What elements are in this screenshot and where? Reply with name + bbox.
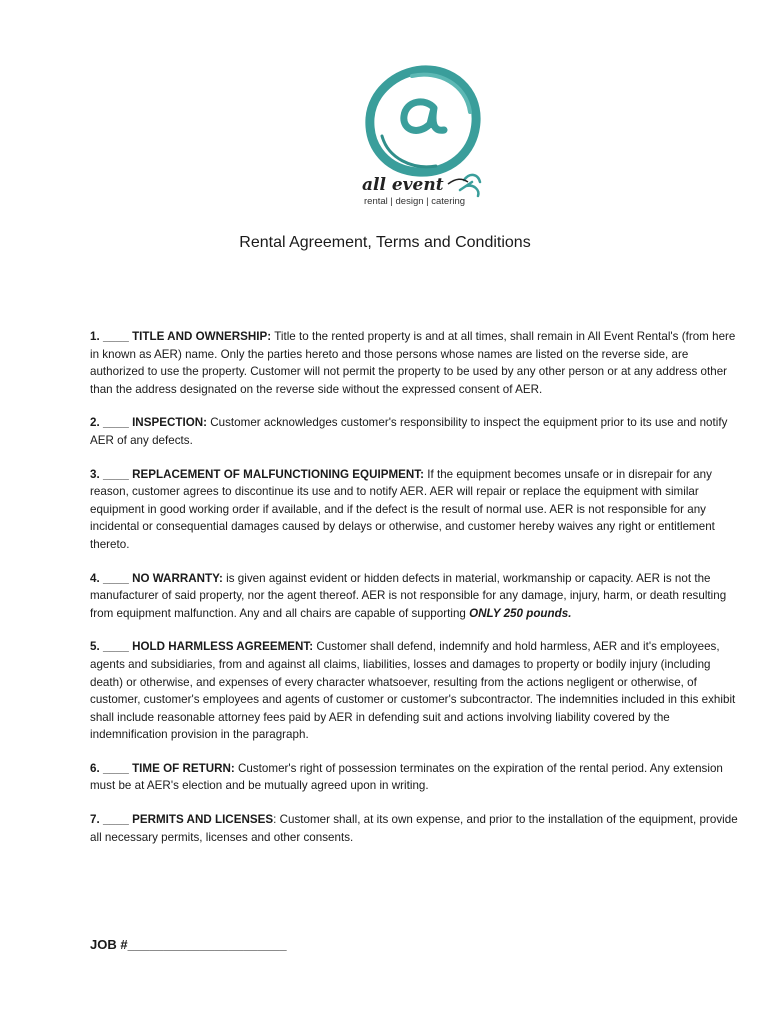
clause-heading: 3. ____ REPLACEMENT OF MALFUNCTIONING EQUIPMENT:	[90, 467, 424, 481]
clause-heading: 2. ____ INSPECTION:	[90, 416, 208, 430]
clause-text: Customer's right of possession terminates on the expiration of the rental period. Any extension must be at AER's election and be mutually agreed upon in writing.	[90, 761, 723, 793]
clause-text: is given against evident or hidden defects in material, workmanship or capacity. AER is not the manufacturer of said property, nor the agent thereof. AER is not responsible for any damage, injury, harm, or death resulting from equipment malfunction. Any and all chairs are capable of supporting	[90, 571, 727, 620]
clause-replacement	[90, 466, 745, 554]
clause-text: If the equipment becomes unsafe or in disrepair for any reason, customer agrees to discontinue its use and to notify AER. AER will repair or replace the equipment with similar equipment in good working order if available, and if the defect is the result of normal use. AER is not responsible for any incidental or consequential damages caused by delays or otherwise, and customer hereby waives any right or entitlement thereto.	[90, 467, 715, 551]
job-number-field[interactable]: JOB #______________________	[90, 937, 287, 952]
clause-title-ownership	[90, 328, 745, 398]
clause-list	[90, 328, 745, 862]
clause-inspection	[90, 414, 745, 449]
clause-no-warranty	[90, 570, 745, 623]
clause-time-of-return	[90, 760, 745, 795]
clause-heading: 4. ____ NO WARRANTY:	[90, 571, 223, 585]
clause-heading: 1. ____ TITLE AND OWNERSHIP:	[90, 330, 272, 343]
clause-text: Title to the rented property is and at all times, shall remain in All Event Rental's (from here in known as AER) name. Only the parties hereto and those persons whose names are listed on the reverse side, are authorized to use the property. Customer will not permit the property to be used by any other person or at any address other than the address designated on the reverse side without the expressed consent of AER.	[90, 330, 736, 396]
clause-heading: 7. ____ PERMITS AND LICENSES	[90, 813, 274, 827]
clause-text: : Customer shall, at its own expense, and prior to the installation of the equipment, provide all necessary permits, licenses and other consents.	[90, 813, 738, 844]
clause-heading: 6. ____ TIME OF RETURN:	[90, 761, 235, 775]
clause-heading: 5. ____ HOLD HARMLESS AGREEMENT:	[90, 640, 314, 654]
company-logo	[352, 62, 492, 210]
document-title: Rental Agreement, Terms and Conditions	[239, 234, 531, 251]
logo-tagline-text: rental | design | catering	[364, 196, 466, 207]
clause-emphasis: ONLY 250 pounds.	[469, 606, 572, 620]
clause-text: Customer shall defend, indemnify and hold harmless, AER and it's employees, agents and subsidiaries, from and against all claims, liabilities, losses and damages to property or bodily injury (including death) or otherwise, and expenses of every character whatsoever, resulting from the actions negligent or otherwise, of customer, customer's employees and agents of customer or customer's subcontractor. The indemnities included in this exhibit shall include reasonable attorney fees paid by AER in defending suit and actions involving liability covered by the indemnification provision in the paragraph.	[90, 640, 736, 742]
clause-permits	[90, 811, 745, 846]
clause-text: Customer acknowledges customer's responsibility to inspect the equipment prior to its use and notify AER of any defects.	[90, 416, 728, 447]
clause-hold-harmless	[90, 638, 745, 744]
logo-brand-text: all event	[362, 175, 444, 195]
